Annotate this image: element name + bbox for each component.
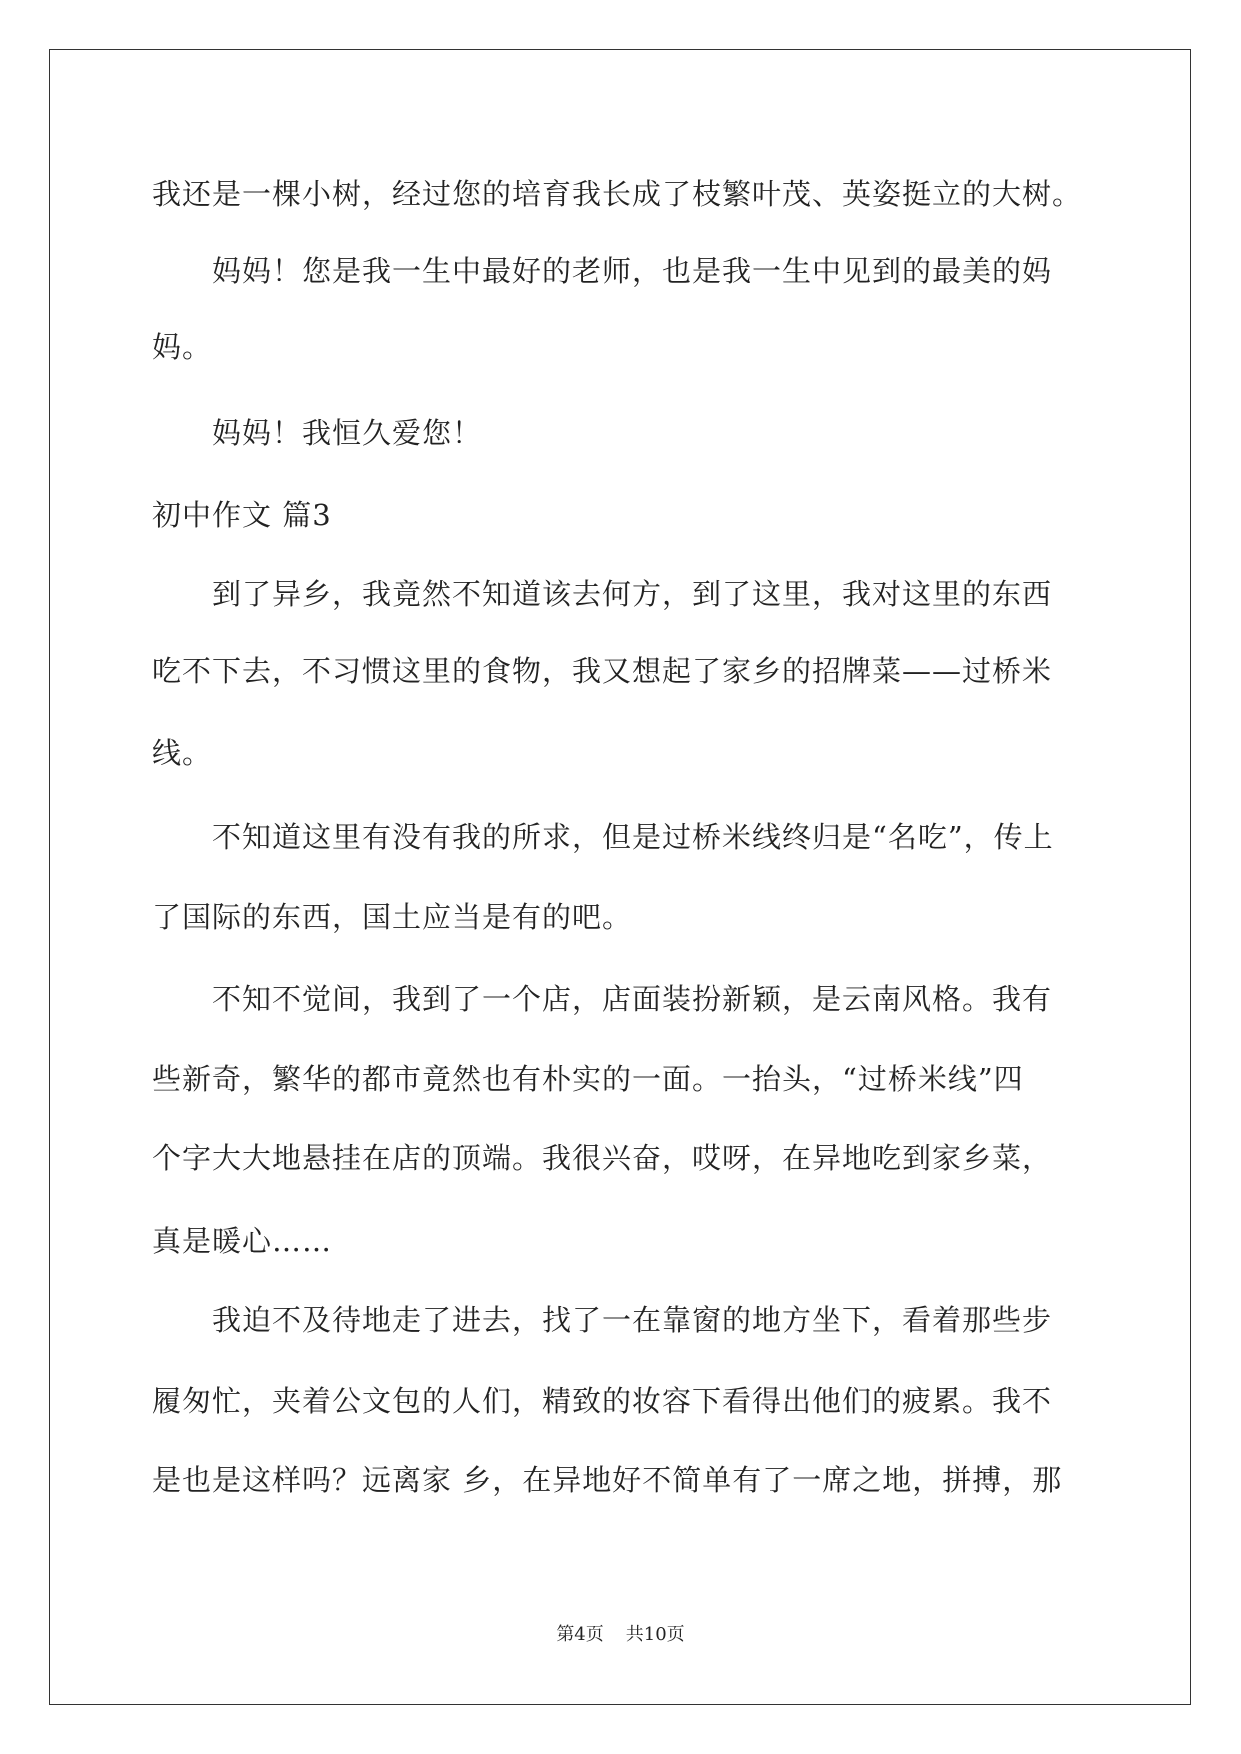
text-line: 吃不下去，不习惯这里的食物，我又想起了家乡的招牌菜——过桥米 xyxy=(152,654,1053,688)
text-line: 是也是这样吗？远离家 乡，在异地好不简单有了一席之地，拼搏，那 xyxy=(152,1463,1063,1497)
text-line: 真是暖心…… xyxy=(152,1224,333,1258)
text-line: 到了异乡，我竟然不知道该去何方，到了这里，我对这里的东西 xyxy=(152,577,1053,611)
page-footer xyxy=(0,1623,1241,1647)
text-line: 妈妈！我恒久爱您！ xyxy=(152,416,483,450)
text-line: 线。 xyxy=(152,736,213,770)
text-line: 些新奇，繁华的都市竟然也有朴实的一面。一抬头，“过桥米线”四 xyxy=(152,1062,1024,1096)
text-line: 不知道这里有没有我的所求，但是过桥米线终归是“名吃”，传上 xyxy=(152,820,1054,854)
text-line: 个字大大地悬挂在店的顶端。我很兴奋，哎呀，在异地吃到家乡菜， xyxy=(152,1141,1053,1175)
section-heading: 初中作文 篇3 xyxy=(152,498,332,532)
text-line: 妈妈！您是我一生中最好的老师，也是我一生中见到的最美的妈 xyxy=(152,254,1053,288)
text-line: 妈。 xyxy=(152,330,213,364)
text-line: 了国际的东西，国土应当是有的吧。 xyxy=(152,900,633,934)
page-number: 第4页 xyxy=(556,1624,604,1645)
page-border xyxy=(49,49,1191,1705)
text-line: 我迫不及待地走了进去，找了一在靠窗的地方坐下，看着那些步 xyxy=(152,1303,1053,1337)
text-line: 不知不觉间，我到了一个店，店面装扮新颖，是云南风格。我有 xyxy=(152,982,1053,1016)
page-total: 共10页 xyxy=(625,1624,685,1645)
text-line: 履匆忙，夹着公文包的人们，精致的妆容下看得出他们的疲累。我不 xyxy=(152,1384,1053,1418)
text-line: 我还是一棵小树，经过您的培育我长成了枝繁叶茂、英姿挺立的大树。 xyxy=(152,177,1083,211)
